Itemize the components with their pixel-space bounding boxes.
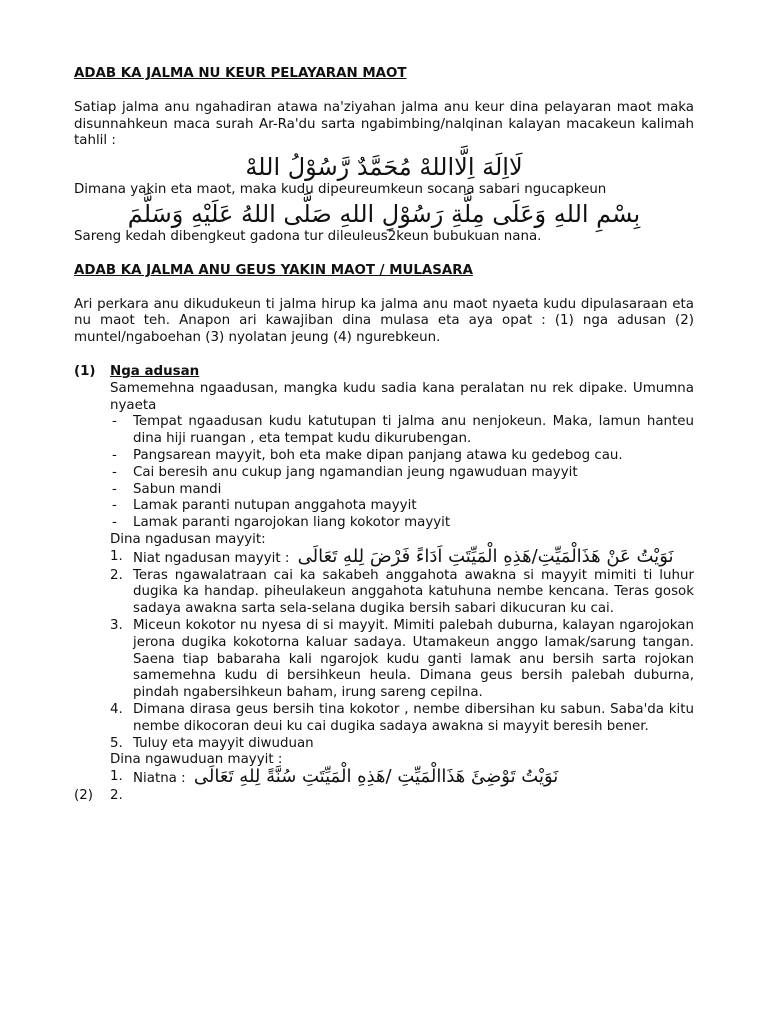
step-marker: 5. — [110, 735, 123, 751]
tools-list — [110, 414, 694, 532]
step-text: Niat ngadusan mayyit : — [133, 550, 290, 566]
section-2-number: (2) — [74, 787, 93, 803]
paragraph-jaw: Sareng kedah dibengkeut gadona tur dileuleus2keun bubukuan nana. — [74, 228, 542, 244]
step-marker: 2. — [110, 567, 123, 583]
step-marker: 1. — [110, 769, 123, 785]
section-1-number: (1) — [74, 363, 96, 379]
section-1-intro: Samemehna ngaadusan, mangka kudu sadia kana peralatan nu rek dipake. Umumna nyaeta — [110, 380, 694, 413]
list-item: - Lamak paranti nutupan anggahota mayyit — [110, 498, 694, 515]
step-text: Miceun kokotor nu nyesa di si mayyit. Mimiti palebah duburna, kalayan ngarojokan jerona dugika kokotorna kaluar sadaya. Utamakeun anggo lamak/sarung tangan. Saena tiap babaraha kali ngarojok kudu ganti lamak anu bersih sarta rojokan samemehna kudu di bersihkeun heula. Dimana geus bersih palebah duburna, pindah ngabersihkeun baham, irung sareng cepilna. — [133, 617, 694, 701]
heading-1: ADAB KA JALMA NU KEUR PELAYARAN MAOT — [74, 66, 407, 81]
arabic-tahlil: لَااِلَهَ اِلَّااللهْ مُحَمَّدٌ رَّسُوْلُ اللهْ — [245, 153, 523, 182]
list-item — [110, 545, 694, 568]
arabic-niat-ngadusan: نَوَيْتُ عَنْ هَذَالْمَيِّتِ/هَذِهِ الْمَيِّتَتِ اَدَاءً فَرْضَ لِلهِ تَعَالَى — [297, 545, 674, 567]
steps-intro: Dina ngadusan mayyit: — [110, 531, 266, 547]
document-body — [74, 66, 694, 805]
list-item: - Cai beresih anu cukup jang ngamandian jeung ngawuduan mayyit — [110, 465, 694, 482]
arabic-niat-wudu: نَوَيْتُ تَوْضِئَ هَذَاالْمَيِّتِ /هَذِهِ الْمَيِّتَتِ سُنَّةً لِلهِ تَعَالَى — [193, 766, 559, 788]
list-item — [110, 702, 694, 736]
steps-list — [110, 545, 694, 753]
list-item — [110, 736, 694, 753]
list-item — [110, 568, 694, 618]
list-item: - Lamak paranti ngarojokan liang kokotor mayyit — [110, 515, 694, 532]
step-text: Teras ngawalatraan cai ka sakabeh anggahota awakna si mayyit mimiti ti luhur dugika ka handap. piheulakeun anggahota katuhuna nembe kencana. Teras gosok sadaya awakna sarta sela-selana dugika bersih sabari dikucuran ku cai. — [133, 567, 694, 617]
step-marker: 4. — [110, 701, 123, 717]
heading-2: ADAB KA JALMA ANU GEUS YAKIN MAOT / MULASARA — [74, 262, 473, 278]
list-item — [110, 766, 694, 788]
paragraph-close-eyes: Dimana yakin eta maot, maka kudu dipeureumkeun socana sabari ngucapkeun — [74, 182, 607, 198]
step-text: Tuluy eta mayyit diwuduan — [133, 735, 314, 751]
list-item — [110, 618, 694, 702]
wudu-list — [110, 766, 694, 803]
step-marker: 1. — [110, 548, 123, 564]
section-1 — [74, 363, 694, 803]
section-1-title: Nga adusan — [110, 363, 200, 379]
list-item: - Tempat ngaadusan kudu katutupan ti jalma anu nenjokeun. Maka, lamun hanteu dina hiji ruangan , eta tempat kudu dikurubengan. — [110, 414, 694, 448]
paragraph-intro: Satiap jalma anu ngahadiran atawa na'ziyahan jalma anu keur dina pelayaran maot maka disunnahkeun maca surah Ar-Ra'du sarta ngabimbing/nalqinan kalayan macakeun kalimah tahlil : — [74, 99, 694, 149]
wudu-intro: Dina ngawuduan mayyit : — [110, 752, 283, 768]
list-item: - Sabun mandi — [110, 482, 694, 499]
paragraph-obligations: Ari perkara anu dikudukeun ti jalma hirup ka jalma anu maot nyaeta kudu dipulasaraan eta nu maot teh. Anapon ari kawajiban dina mulasa eta aya opat : (1) nga adusan (2) muntel/ngaboehan (3) nyolatan jeung (4) ngurebkeun. — [74, 296, 694, 346]
step-marker: 3. — [110, 617, 123, 633]
step-text: Niatna : — [133, 771, 186, 787]
arabic-basmalah: بِسْمِ اللهِ وَعَلَى مِلَّةِ رَسُوْلِ اللهِ صَلَّى اللهُ عَلَيْهِ وَسَلَّمَ — [127, 199, 641, 228]
step-marker: 2. — [110, 787, 123, 803]
step-text: Dimana dirasa geus bersih tina kokotor , nembe dibersihan ku sabun. Saba'da kitu nembe dikocoran deui ku cai dugika sadaya awakna si mayyit beresih bener. — [133, 701, 694, 734]
list-item: - Pangsarean mayyit, boh eta make dipan panjang atawa ku gedebog cau. — [110, 448, 694, 465]
